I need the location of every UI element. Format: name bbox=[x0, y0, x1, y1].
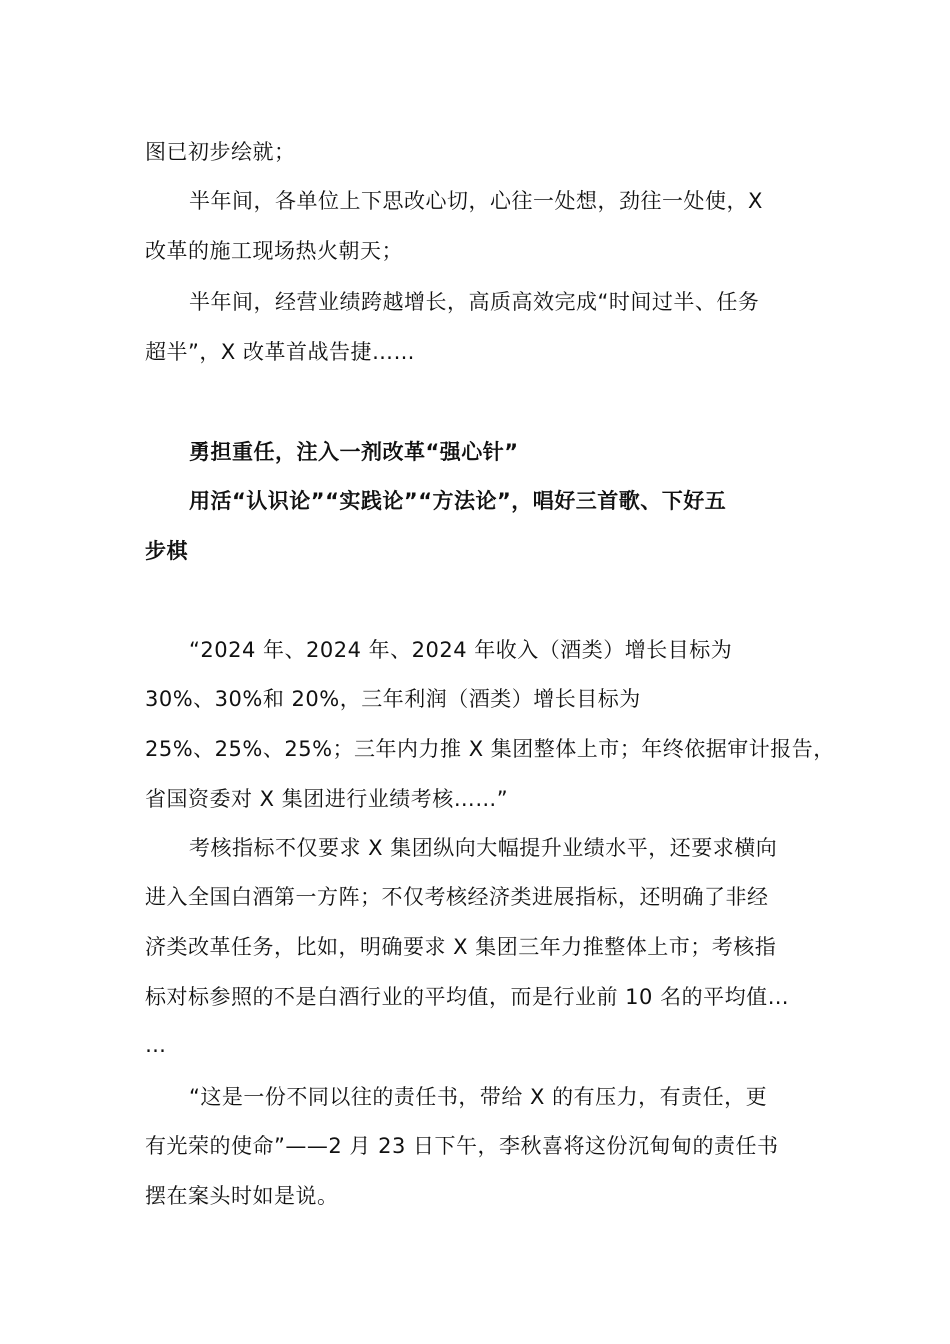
quote-line-1: “2024 年、2024 年、2024 年收入（酒类）增长目标为 bbox=[189, 638, 733, 662]
paragraph-line-8: 济类改革任务，比如，明确要求 X 集团三年力推整体上市；考核指 bbox=[145, 935, 777, 959]
quote-line-2: 30%、30%和 20%，三年利润（酒类）增长目标为 bbox=[145, 687, 641, 711]
paragraph-line-1: 图已初步绘就； bbox=[145, 140, 296, 164]
paragraph-line-5: 超半”，X 改革首战告捷…… bbox=[145, 340, 415, 364]
closing-line-3: 摆在案头时如是说。 bbox=[145, 1184, 339, 1208]
section-heading: 勇担重任，注入一剂改革“强心针” bbox=[189, 440, 519, 464]
subheading-line-2: 步棋 bbox=[145, 539, 188, 563]
paragraph-line-7: 进入全国白酒第一方阵；不仅考核经济类进展指标，还明确了非经 bbox=[145, 885, 769, 909]
quote-line-4: 省国资委对 X 集团进行业绩考核……” bbox=[145, 787, 509, 811]
paragraph-line-2: 半年间，各单位上下思改心切，心往一处想，劲往一处使，X bbox=[189, 189, 763, 213]
paragraph-line-4: 半年间，经营业绩跨越增长，高质高效完成“时间过半、任务 bbox=[189, 290, 760, 314]
paragraph-line-3: 改革的施工现场热火朝天； bbox=[145, 239, 403, 263]
quote-line-3: 25%、25%、25%；三年内力推 X 集团整体上市；年终依据审计报告， bbox=[145, 737, 835, 761]
paragraph-line-10: … bbox=[145, 1033, 167, 1057]
paragraph-line-6: 考核指标不仅要求 X 集团纵向大幅提升业绩水平，还要求横向 bbox=[189, 836, 778, 860]
subheading-line-1: 用活“认识论”“实践论”“方法论”，唱好三首歌、下好五 bbox=[189, 489, 727, 513]
closing-line-2: 有光荣的使命”——2 月 23 日下午，李秋喜将这份沉甸甸的责任书 bbox=[145, 1134, 779, 1158]
closing-line-1: “这是一份不同以往的责任书，带给 X 的有压力，有责任，更 bbox=[189, 1085, 768, 1109]
paragraph-line-9: 标对标参照的不是白酒行业的平均值，而是行业前 10 名的平均值… bbox=[145, 985, 790, 1009]
